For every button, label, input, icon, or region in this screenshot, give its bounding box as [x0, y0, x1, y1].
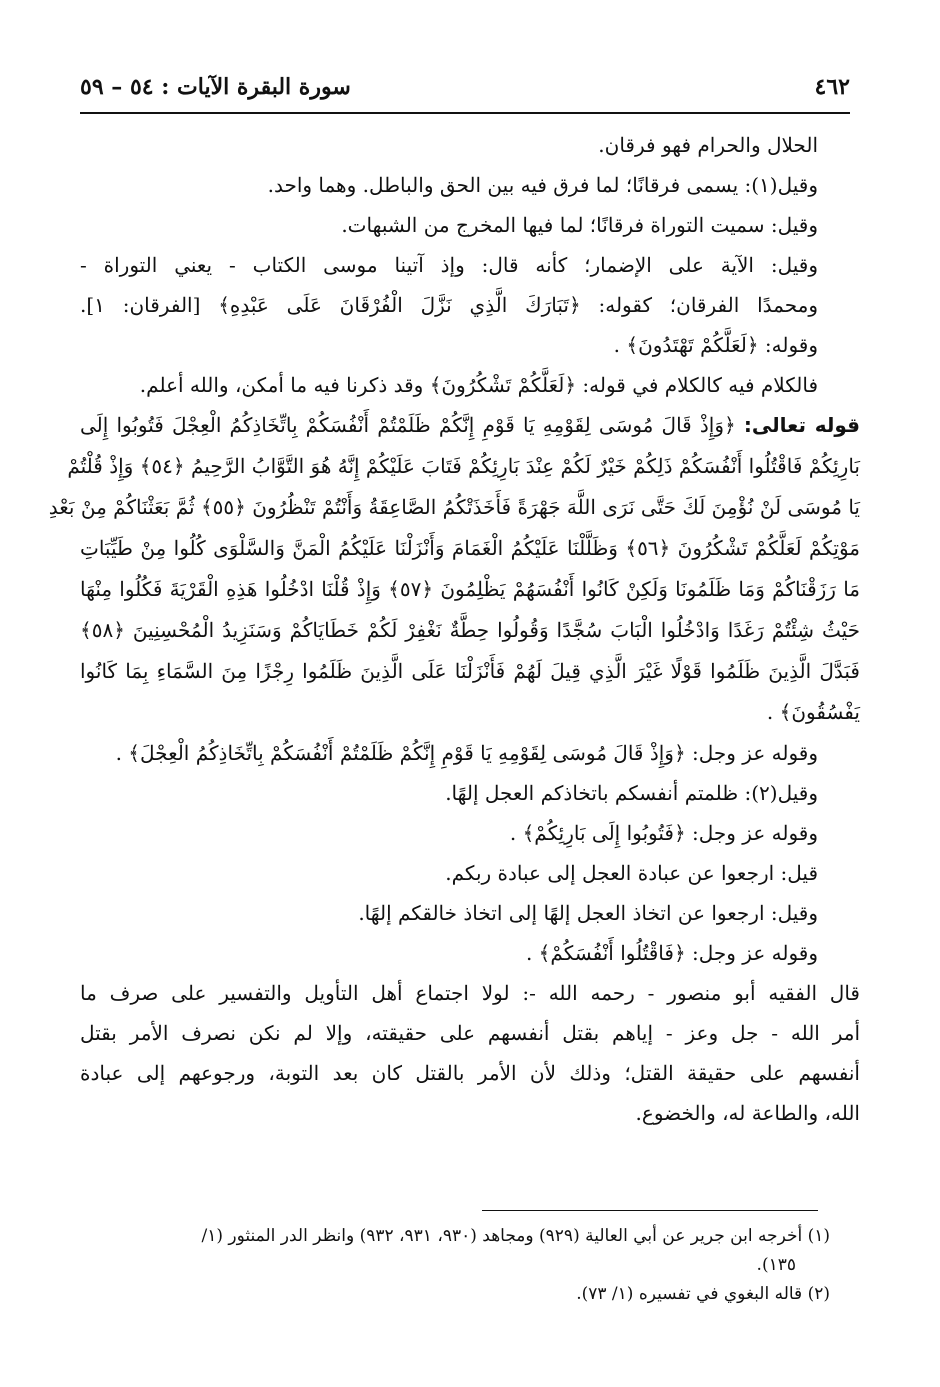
quran-line: حَيْثُ شِئْتُمْ رَغَدًا وَادْخُلُوا الْبَابَ سُجَّدًا وَقُولُوا حِطَّةٌ نَغْفِرْ لَكُمْ خَطَايَاكُمْ وَسَنَزِيدُ الْمُحْسِنِينَ ﴿٥٨﴾ — [80, 618, 860, 642]
quran-text: ﴿وَإِذْ قَالَ مُوسَى لِقَوْمِهِ يَا قَوْمِ إِنَّكُمْ ظَلَمْتُمْ أَنْفُسَكُمْ بِاتِّخَاذِكُمُ الْعِجْلَ فَتُوبُوا إِلَى — [80, 413, 736, 437]
text-line: وقوله عز وجل: ﴿وَإِذْ قَالَ مُوسَى لِقَوْمِهِ يَا قَوْمِ إِنَّكُمْ ظَلَمْتُمْ أَنْفُسَكُمْ بِاتِّخَاذِكُمُ الْعِجْلَ﴾ . — [115, 741, 818, 765]
text-line: قيل: ارجعوا عن عبادة العجل إلى عبادة ربكم. — [445, 861, 818, 885]
quran-line: مَوْتِكُمْ لَعَلَّكُمْ تَشْكُرُونَ ﴿٥٦﴾ وَظَلَّلْنَا عَلَيْكُمُ الْغَمَامَ وَأَنْزَلْنَا عَلَيْكُمُ الْمَنَّ وَالسَّلْوَى كُلُوا مِنْ طَيِّبَاتِ — [80, 536, 860, 560]
text-line: قال الفقيه أبو منصور - رحمه الله -: لولا اجتماع أهل التأويل والتفسير على صرف ما — [80, 981, 860, 1005]
quran-line — [80, 405, 860, 446]
text-line: وقيل(٢): ظلمتم أنفسكم باتخاذكم العجل إلهًا. — [445, 781, 818, 805]
text-line: وقوله عز وجل: ﴿فَاقْتُلُوا أَنْفُسَكُمْ﴾ . — [525, 941, 818, 965]
text-line: وقوله عز وجل: ﴿فَتُوبُوا إِلَى بَارِئِكُمْ﴾ . — [509, 821, 818, 845]
text-line: فالكلام فيه كالكلام في قوله: ﴿لَعَلَّكُمْ تَشْكُرُونَ﴾ وقد ذكرنا فيه ما أمكن، والله أعلم. — [139, 373, 818, 397]
footnote-2: (٢) قاله البغوي في تفسيره (١/ ٧٣). — [576, 1284, 830, 1304]
text-line: وقيل: ارجعوا عن اتخاذ العجل إلهًا إلى اتخاذ خالقكم إلهًا. — [358, 901, 818, 925]
running-header — [80, 70, 850, 104]
text-line: ومحمدًا الفرقان؛ كقوله: ﴿تَبَارَكَ الَّذِي نَزَّلَ الْفُرْقَانَ عَلَى عَبْدِهِ﴾ [الفرقان: ١]. — [80, 293, 818, 317]
quran-line: بَارِئِكُمْ فَاقْتُلُوا أَنْفُسَكُمْ ذَلِكُمْ خَيْرٌ لَكُمْ عِنْدَ بَارِئِكُمْ فَتَابَ عَلَيْكُمْ إِنَّهُ هُوَ التَّوَّابُ الرَّحِيمُ ﴿٥٤﴾ وَإِذْ قُلْتُمْ — [67, 454, 860, 478]
quran-line: مَا رَزَقْنَاكُمْ وَمَا ظَلَمُونَا وَلَكِنْ كَانُوا أَنْفُسَهُمْ يَظْلِمُونَ ﴿٥٧﴾ وَإِذْ قُلْنَا ادْخُلُوا هَذِهِ الْقَرْيَةَ فَكُلُوا مِنْهَا — [80, 577, 861, 601]
page-body — [48, 125, 861, 1133]
surah-title: سورة البقرة الآيات : ٥٤ – ٥٩ — [80, 74, 351, 100]
footnote-1-continued: ١٣٥). — [756, 1255, 796, 1275]
footnotes — [80, 1222, 830, 1309]
quran-line: يَفْسُقُونَ﴾ . — [766, 700, 860, 724]
footnote-1: (١) أخرجه ابن جرير عن أبي العالية (٩٢٩) ومجاهد (٩٣٠، ٩٣١، ٩٣٢) وانظر الدر المنثور (١/ — [201, 1226, 830, 1246]
text-line: وقيل: الآية على الإضمار؛ كأنه قال: وإذ آتينا موسى الكتاب - يعني التوراة - — [80, 253, 818, 277]
page-number: ٤٦٢ — [814, 74, 850, 100]
quran-label: قوله تعالى: — [743, 413, 861, 437]
text-line: أنفسهم على حقيقة القتل؛ وذلك لأن الأمر بالقتل كان بعد التوبة، ورجوعهم إلى عبادة — [80, 1061, 860, 1085]
text-line: أمر الله - جل وعز - إياهم بقتل أنفسهم على حقيقته، وإلا لم نكن نصرف الأمر بقتل — [80, 1021, 860, 1045]
text-line: الحلال والحرام فهو فرقان. — [598, 133, 818, 157]
text-line: وقيل: سميت التوراة فرقانًا؛ لما فيها المخرج من الشبهات. — [341, 213, 818, 237]
text-line: الله، والطاعة له، والخضوع. — [635, 1101, 860, 1125]
quran-line: فَبَدَّلَ الَّذِينَ ظَلَمُوا قَوْلًا غَيْرَ الَّذِي قِيلَ لَهُمْ فَأَنْزَلْنَا عَلَى الَّذِينَ ظَلَمُوا رِجْزًا مِنَ السَّمَاءِ بِمَا كَانُوا — [80, 659, 860, 683]
text-line: وقيل(١): يسمى فرقانًا؛ لما فرق فيه بين الحق والباطل. وهما واحد. — [267, 173, 818, 197]
text-line: وقوله: ﴿لَعَلَّكُمْ تَهْتَدُونَ﴾ . — [613, 333, 818, 357]
footnote-rule — [482, 1210, 818, 1211]
quran-line: يَا مُوسَى لَنْ نُؤْمِنَ لَكَ حَتَّى نَرَى اللَّهَ جَهْرَةً فَأَخَذَتْكُمُ الصَّاعِقَةُ وَأَنْتُمْ تَنْظُرُونَ ﴿٥٥﴾ ثُمَّ بَعَثْنَاكُمْ مِنْ بَعْدِ — [48, 495, 860, 519]
header-rule — [80, 112, 850, 114]
